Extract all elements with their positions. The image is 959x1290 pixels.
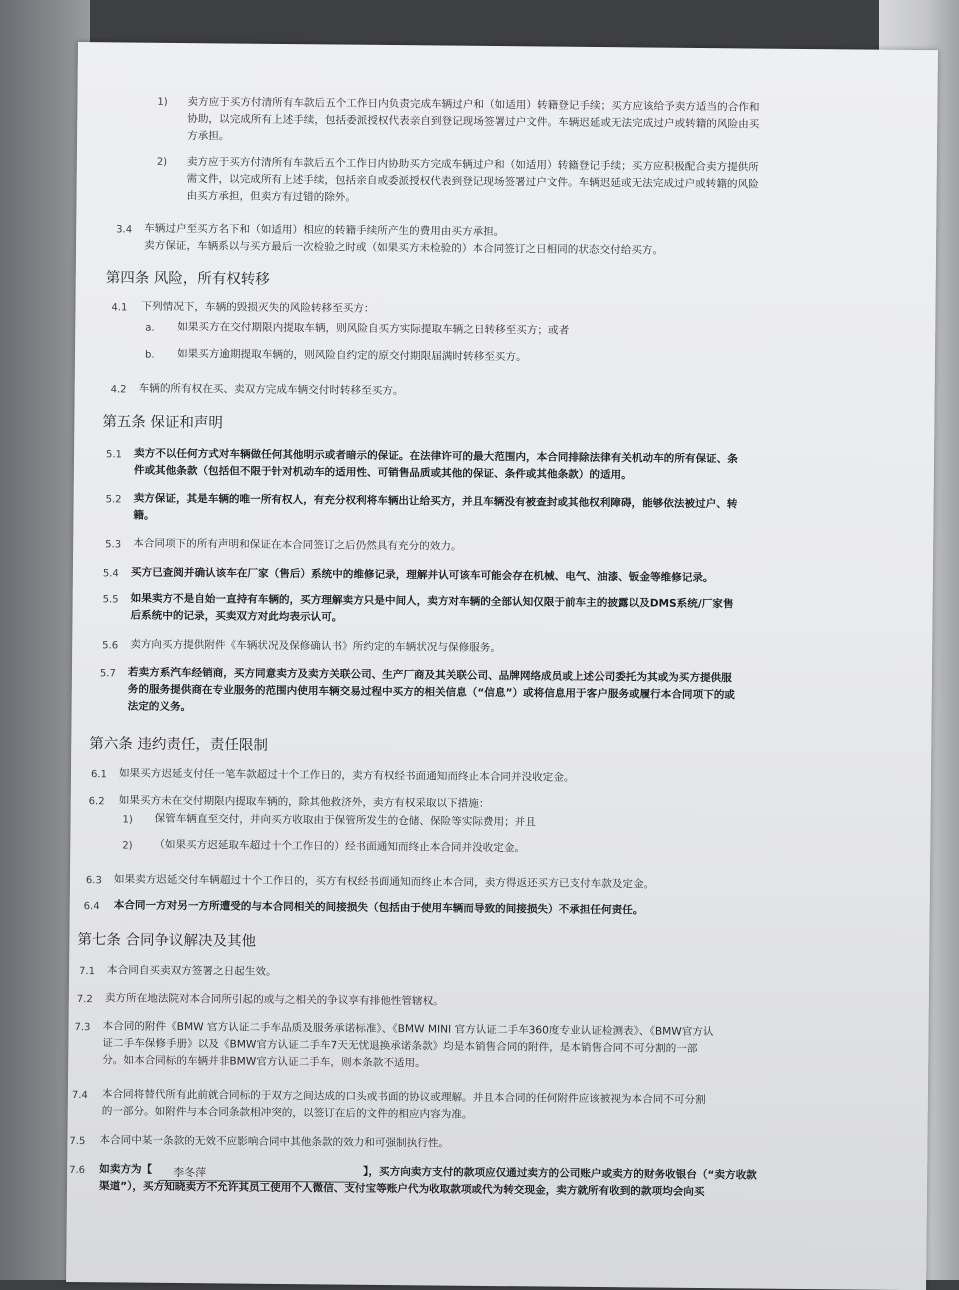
clause-text: 车辆的所有权在买、卖双方完成车辆交付时转移至买方。 bbox=[138, 382, 404, 398]
clause-text: 本合同中某一条款的无效不应影响合同中其他条款的效力和可强制执行性。 bbox=[99, 1134, 450, 1150]
clause-text: 本合同项下的所有声明和保证在本合同签订之后仍然具有充分的效力。 bbox=[133, 537, 462, 553]
clause-text: 车辆过户至买方名下和（如适用）相应的转籍手续所产生的费用由买方承担。 bbox=[144, 222, 505, 239]
clause-number: 5.3 bbox=[105, 539, 122, 551]
clause-text: 卖方所在地法院对本合同所引起的或与之相关的争议享有排他性管辖权。 bbox=[104, 992, 444, 1008]
clause-text: 若卖方系汽车经销商，买方同意卖方及卖方关联公司、生产厂商及其关联公司、品牌网络成员或上述公司委托为其或为买方提供服 bbox=[127, 666, 732, 685]
clause-text: 卖方向买方提供附件《车辆状况及保修确认书》所约定的车辆状况与保修服务。 bbox=[130, 638, 502, 655]
clause-text: 卖方不以任何方式对车辆做任何其他明示或者暗示的保证。在法律许可的最大范围内，本合同排除法律有关机动车的所有保证、条 bbox=[133, 447, 738, 466]
clause-text: 卖方应于买方付清所有车款后五个工作日内协助买方完成车辆过户和（如适用）转籍登记手续；买方应积极配合卖方提供所 bbox=[186, 156, 759, 174]
clause-text: 证二手车保修手册》以及《BMW官方认证二手车7天无忧退换承诺条款》均是本销售合同的附件，是本销售合同不可分割的一部 bbox=[102, 1037, 698, 1055]
clause-number: 5.6 bbox=[102, 640, 119, 652]
clause-number: b. bbox=[144, 349, 155, 361]
clause-number: 5.5 bbox=[102, 594, 119, 606]
clause-number: 7.5 bbox=[69, 1135, 86, 1148]
clause-number: 6.4 bbox=[83, 901, 100, 913]
clause-number: 7.6 bbox=[69, 1164, 86, 1177]
clause-text: 如果买方在交付期限内提取车辆，则风险自买方实际提取车辆之日转移至买方；或者 bbox=[177, 320, 570, 337]
clause-text: （如果买方迟延取车超过十个工作日的）经书面通知而终止本合同并没收定金。 bbox=[154, 838, 526, 855]
article-heading: 第六条 违约责任，责任限制 bbox=[89, 736, 268, 754]
clause-text: 如果买方迟延支付任一笔车款超过十个工作日的，卖方有权经书面通知而终止本合同并没收定金。 bbox=[118, 767, 575, 784]
clause-text: 如果卖方迟延交付车辆超过十个工作日的，买方有权经书面通知而终止本合同，卖方得返还买方已支付车款及定金。 bbox=[113, 873, 655, 891]
clause-text: 分。如本合同标的车辆并非BMW官方认证二手车，则本条款不适用。 bbox=[102, 1054, 426, 1070]
clause-text: 籍。 bbox=[133, 509, 155, 522]
clause-text: 务的服务提供商在专业服务的范围内使用车辆交易过程中买方的相关信息（“信息”）或将信息用于客户服务或履行本合同项下的或 bbox=[127, 683, 735, 702]
clause-number: 5.1 bbox=[105, 449, 122, 461]
clause-number: 7.2 bbox=[76, 994, 93, 1006]
seller-name-value: 李冬萍 bbox=[173, 1165, 207, 1180]
clause-text: 本合同的附件《BMW 官方认证二手车品质及服务承诺标准》、《BMW MINI 官方认证二手车360度专业认证检测表》、《BMW官方认 bbox=[102, 1020, 714, 1039]
clause-text: 后系统中的记录，买卖双方对此均表示认可。 bbox=[130, 609, 343, 624]
clause-number: 7.3 bbox=[74, 1022, 91, 1034]
clause-number: 4.1 bbox=[111, 302, 128, 314]
clause-text: 卖方应于买方付清所有车款后五个工作日内负责完成车辆过户和（如适用）转籍登记手续；买方应该给予卖方适当的合作和 bbox=[187, 96, 760, 114]
clause-number: 7.4 bbox=[71, 1089, 88, 1102]
clause-text: 由买方承担，但卖方有过错的除外。 bbox=[186, 190, 357, 204]
clause-number: 7.1 bbox=[79, 966, 96, 978]
clause-text: 保管车辆直至交付，并向买方收取由于保管所发生的仓储、保险等实际费用；并且 bbox=[154, 812, 536, 829]
clause-number: 1) bbox=[122, 814, 133, 826]
clause-text: 的一部分。如附件与本合同条款相冲突的，以签订在后的文件的相应内容为准。 bbox=[101, 1105, 473, 1121]
clause-number: 2) bbox=[156, 156, 168, 168]
clause-number: 3.4 bbox=[116, 224, 133, 236]
clause-number: 6.2 bbox=[88, 796, 105, 808]
article-heading: 第四条 风险，所有权转移 bbox=[105, 270, 270, 288]
article-heading: 第五条 保证和声明 bbox=[102, 414, 224, 432]
clause-number: 5.7 bbox=[99, 668, 116, 680]
clause-number: 6.3 bbox=[85, 875, 102, 887]
clause-text: 本合同自买卖双方签署之日起生效。 bbox=[107, 964, 277, 978]
article-heading: 第七条 合同争议解决及其他 bbox=[77, 932, 257, 950]
clause-text: 件或其他条款（包括但不限于针对机动车的适用性、可销售品质或其他的保证、条件或其他条款）的适用。 bbox=[133, 464, 632, 482]
clause-number: a. bbox=[145, 322, 155, 334]
clause-number: 5.2 bbox=[105, 494, 122, 506]
clause-text: 需文件，以完成所有上述手续，包括亲自或委派授权代表到登记现场签署过户文件。车辆迟延或无法完成过户或转籍的风险 bbox=[186, 173, 759, 191]
clause-text: 本合同将替代所有此前就合同标的于双方之间达成的口头或书面的协议或理解。并且本合同的任何附件应该被视为本合同不可分割 bbox=[101, 1088, 706, 1107]
clause-text: 如果卖方不是自始一直持有车辆的，买方理解卖方只是中间人，卖方对车辆的全部认知仅限于前车主的披露以及DMS系统/厂家售 bbox=[130, 592, 734, 611]
clause-text: 方承担。 bbox=[187, 130, 230, 143]
clause-text: 法定的义务。 bbox=[127, 700, 192, 714]
clause-text: 如果买方逾期提取车辆的，则风险自约定的原交付期限届满时转移至买方。 bbox=[176, 347, 527, 364]
clause-text: 如卖方为【 bbox=[99, 1163, 153, 1176]
clause-text: 】，买方向卖方支付的款项应仅通过卖方的公司账户或卖方的财务收银台（“卖方收款 bbox=[363, 1165, 757, 1182]
contract-content bbox=[66, 42, 938, 1290]
clause-text: 渠道”），买方知晓卖方不允许其员工使用个人微信、支付宝等账户代为收取款项或代为转交现金，卖方就所有收到的款项均会向买 bbox=[98, 1180, 705, 1199]
clause-text: 本合同一方对另一方所遭受的与本合同相关的间接损失（包括由于使用车辆而导致的间接损失）不承担任何责任。 bbox=[113, 899, 644, 917]
contract-page bbox=[66, 42, 938, 1290]
clause-text: 买方已查阅并确认该车在厂家（售后）系统中的维修记录，理解并认可该车可能会存在机械、电气、油漆、钣金等维修记录。 bbox=[130, 566, 714, 585]
clause-text: 卖方保证，车辆系以与买方最后一次检验之时或（如果买方未检验的）本合同签订之日相同的状态交付给买方。 bbox=[143, 239, 664, 257]
clause-number: 5.4 bbox=[102, 568, 119, 580]
clause-text: 协助，以完成所有上述手续，包括委派授权代表亲自到登记现场签署过户文件。车辆迟延或无法完成过户或转籍的风险由买 bbox=[187, 113, 760, 131]
clause-number: 4.2 bbox=[110, 384, 127, 396]
clause-text: 如果买方未在交付期限内提取车辆的，除其他救济外，卖方有权采取以下措施： bbox=[118, 794, 490, 810]
clause-number: 1) bbox=[157, 96, 168, 108]
clause-text: 卖方保证，其是车辆的唯一所有权人，有充分权利将车辆出让给买方，并且车辆没有被查封或其他权利障碍，能够依法被过户、转 bbox=[133, 492, 738, 511]
clause-number: 2) bbox=[122, 840, 133, 852]
clause-number: 6.1 bbox=[90, 769, 107, 781]
clause-text: 下列情况下，车辆的毁损灭失的风险转移至买方： bbox=[141, 300, 375, 315]
